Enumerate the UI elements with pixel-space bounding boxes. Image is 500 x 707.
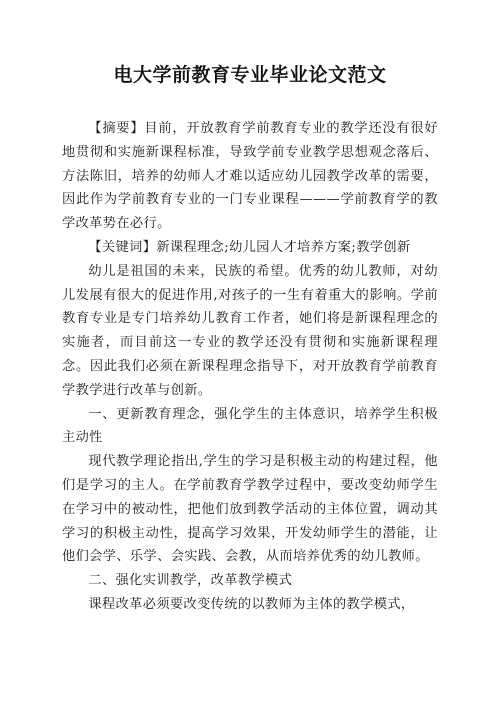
section-paragraph-1: 现代教学理论指出,学生的学习是积极主动的构建过程，他们是学习的主人。在学前教育学教学过程中，要改变幼师学生在学习中的被动性，把他们放到教学活动的主体位置，调动其学习的积极主动性，提高学习效果，开发幼师学生的潜能，让他们会学、乐学、会实践、会教，从而培养优秀的幼儿教师。	[62, 454, 438, 565]
abstract-text: 目前，开放教育学前教育专业的教学还没有很好地贯彻和实施新课程标准，导致学前专业教学思想观念落后、方法陈旧，培养的幼师人才难以适应幼儿园教学改革的需要，因此作为学前教育专业的一门专业课程———学前教育学的教学改革势在必行。	[62, 121, 438, 232]
keywords-paragraph	[62, 236, 438, 260]
intro-paragraph: 幼儿是祖国的未来，民族的希望。优秀的幼儿教师，对幼儿发展有很大的促进作用,对孩子的一生有着重大的影响。学前教育专业是专门培养幼儿教育工作者，她们将是新课程理念的实施者，而目前这一专业的教学还没有贯彻和实施新课程理念。因此我们必须在新课程理念指导下，对开放教育学前教育学教学进行改革与创新。	[62, 263, 438, 398]
document-body	[62, 117, 438, 617]
abstract-paragraph	[62, 117, 438, 236]
keywords-label: 【关键词】	[88, 239, 157, 255]
document-title: 电大学前教育专业毕业论文范文	[113, 64, 387, 86]
section-heading-1: 一、更新教育理念，强化学生的主体意识，培养学生积极主动性	[62, 406, 438, 446]
abstract-label: 【摘要】	[88, 121, 145, 136]
section-paragraph-2: 课程改革必须要改变传统的以教师为主体的教学模式，	[88, 596, 415, 612]
keywords-text: 新课程理念;幼儿园人才培养方案;教学创新	[156, 239, 411, 255]
section-heading-2: 二、强化实训教学，改革教学模式	[88, 573, 293, 589]
